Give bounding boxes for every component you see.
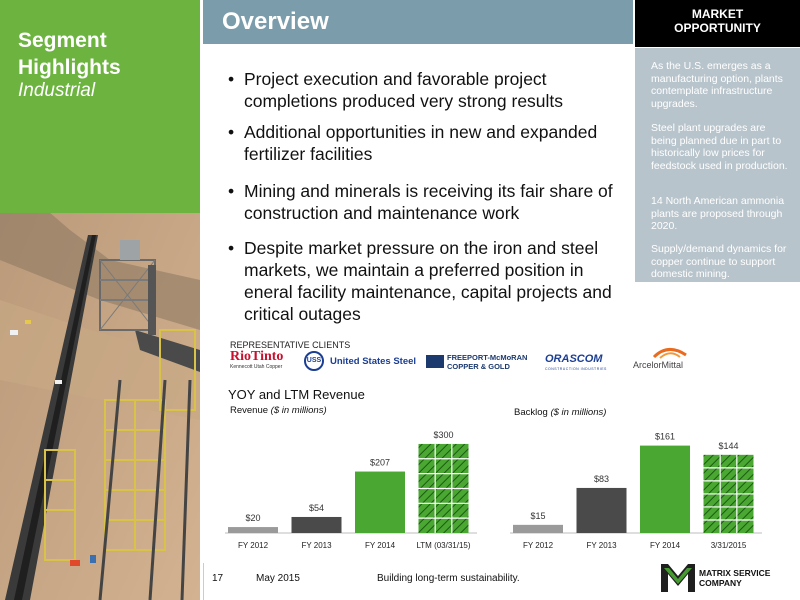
bar [228, 527, 278, 533]
bullet-text: Project execution and favorable project completions produced very strong results [244, 69, 564, 111]
arcelor-logo: ArcelorMittal [633, 360, 684, 370]
clients-label: REPRESENTATIVE CLIENTS [230, 340, 351, 350]
revenue-label: Revenue [230, 405, 269, 416]
arcelor-swoosh-icon [650, 343, 690, 359]
market-paragraph: Steel plant upgrades are being planned due in part to historically low prices for feedstock used in production. [651, 122, 788, 172]
market-heading-line1: MARKET [691, 7, 744, 21]
bar-value-label: $15 [530, 510, 546, 521]
bullet-dot: • [228, 122, 235, 142]
category-tick-label: 3/31/2015 [710, 541, 747, 550]
revenue-unit: ($ in millions) [270, 405, 327, 416]
revenue-section-title: YOY and LTM Revenue [228, 387, 365, 402]
us-steel-logo: United States Steel [330, 356, 417, 367]
bar [577, 488, 627, 533]
matrix-logo-line1: MATRIX SERVICE [699, 568, 771, 578]
orascom-wordmark: ORASCOM [545, 353, 603, 365]
orascom-subtext: CONSTRUCTION INDUSTRIES [545, 367, 607, 371]
category-tick-label: FY 2012 [237, 541, 269, 550]
bar-value-label: $20 [245, 513, 261, 524]
bar [292, 517, 342, 533]
freeport-line1: FREEPORT-McMoRAN [447, 353, 528, 362]
bullet-item [228, 237, 628, 325]
bullet-text: Despite market pressure on the iron and steel markets, we maintain a preferred position in eneral facility maintenance, capital projects and critical outages [244, 238, 612, 324]
market-paragraph: Supply/demand dynamics for copper continue to support domestic mining. [651, 243, 787, 280]
bar-value-label: $161 [654, 431, 676, 442]
bullet-text: Mining and minerals is receiving its fair share of construction and maintenance work [244, 181, 613, 223]
bullet-dot: • [228, 69, 235, 89]
market-paragraph: As the U.S. emerges as a manufacturing option, plants contemplate infrastructure upgrades. [651, 60, 783, 110]
freeport-icon [426, 355, 444, 368]
page-number: 17 [212, 573, 224, 584]
category-tick-label: FY 2014 [649, 541, 681, 550]
riotinto-wordmark: RioTinto [230, 349, 284, 364]
bar [640, 446, 690, 533]
backlog-label: Backlog [514, 407, 548, 418]
bullet-item [228, 180, 628, 224]
bullet-dot: • [228, 238, 235, 258]
riotinto-subtext: Kennecott Utah Copper [230, 364, 283, 370]
bullet-text: Additional opportunities in new and expanded fertilizer facilities [244, 122, 598, 164]
orascom-logo [545, 354, 607, 374]
category-tick-label: LTM (03/31/15) [416, 541, 471, 550]
matrix-logo-icon [661, 564, 695, 592]
market-paragraph: 14 North American ammonia plants are proposed through 2020. [651, 195, 785, 232]
category-tick-label: FY 2012 [522, 541, 554, 550]
footer-tagline: Building long-term sustainability. [377, 573, 520, 584]
matrix-logo-line2: COMPANY [699, 578, 742, 588]
market-opportunity-heading [635, 0, 800, 47]
backlog-chart-subtitle [514, 407, 606, 418]
riotinto-logo [230, 350, 300, 370]
footer-divider [203, 563, 204, 600]
segment-subtitle: Industrial [18, 80, 96, 101]
category-tick-label: FY 2013 [586, 541, 617, 550]
bar [513, 525, 563, 533]
backlog-bar-chart [510, 420, 770, 555]
bullet-item [228, 121, 628, 165]
backlog-unit: ($ in millions) [550, 407, 607, 418]
bullet-item [228, 68, 628, 112]
bar-value-label: $54 [308, 502, 325, 513]
category-tick-label: FY 2014 [364, 541, 396, 550]
bar-value-label: $83 [593, 473, 610, 484]
bar-value-label: $144 [718, 440, 739, 451]
bar [355, 472, 405, 533]
matrix-logo [699, 568, 770, 588]
uss-emblem-logo: USS [304, 351, 324, 371]
segment-title: Segment Highlights [18, 29, 121, 79]
revenue-chart-subtitle [230, 405, 327, 416]
freeport-logo [447, 353, 527, 371]
footer-date: May 2015 [256, 573, 300, 584]
bullet-dot: • [228, 181, 235, 201]
freeport-line2: COPPER & GOLD [447, 362, 510, 371]
page-title: Overview [222, 8, 329, 35]
revenue-bar-chart [225, 420, 485, 555]
category-tick-label: FY 2013 [301, 541, 332, 550]
bar-value-label: $207 [369, 457, 391, 468]
bar-value-label: $300 [433, 429, 454, 440]
market-heading-line2: OPPORTUNITY [674, 21, 761, 35]
